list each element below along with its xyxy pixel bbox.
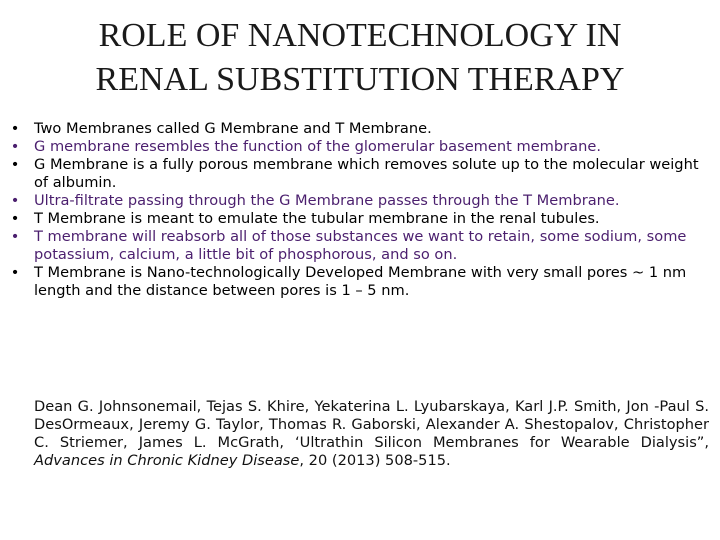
bullet-list [8, 120, 714, 300]
bullet-text: T Membrane is Nano-technologically Developed Membrane with very small pores ~ 1 nm length and the distance between pores is 1 – 5 nm. [34, 264, 687, 299]
bullet-item [8, 120, 714, 138]
bullet-icon: • [10, 138, 20, 155]
reference-citation [34, 398, 709, 470]
bullet-text: T membrane will reabsorb all of those substances we want to retain, some sodium, some potassium, calcium, a little bit of phosphorous, and so on. [34, 228, 687, 263]
bullet-icon: • [10, 192, 20, 209]
bullet-item [8, 228, 714, 264]
bullet-item [8, 138, 714, 156]
bullet-icon: • [10, 228, 20, 245]
bullet-text: G membrane resembles the function of the glomerular basement membrane. [34, 138, 601, 155]
bullet-item [8, 192, 714, 210]
reference-volume-pages: , 20 (2013) 508-515. [299, 452, 451, 469]
slide-title [0, 14, 720, 102]
reference-authors-title: Dean G. Johnsonemail, Tejas S. Khire, Yekaterina L. Lyubarskaya, Karl J.P. Smith, Jon -Paul S. DesOrmeaux, Jeremy G. Taylor, Thomas R. Gaborski, Alexander A. Shestopalov, Christopher C. Striemer, James L. McGrath, ‘Ultrathin Silicon Membranes for Wearable Dialysis”, [34, 398, 709, 451]
bullet-text: T Membrane is meant to emulate the tubular membrane in the renal tubules. [34, 210, 600, 227]
bullet-icon: • [10, 156, 20, 173]
bullet-text: Ultra-filtrate passing through the G Membrane passes through the T Membrane. [34, 192, 620, 209]
bullet-icon: • [10, 120, 20, 137]
bullet-item [8, 210, 714, 228]
title-line-2: RENAL SUBSTITUTION THERAPY [95, 61, 625, 98]
bullet-item [8, 264, 714, 300]
bullet-icon: • [10, 210, 20, 227]
bullet-item [8, 156, 714, 192]
bullet-text: G Membrane is a fully porous membrane which removes solute up to the molecular weight of albumin. [34, 156, 699, 191]
bullet-text: Two Membranes called G Membrane and T Membrane. [34, 120, 432, 137]
reference-journal: Advances in Chronic Kidney Disease [34, 452, 300, 469]
title-line-1: ROLE OF NANOTECHNOLOGY IN [98, 17, 622, 54]
bullet-icon: • [10, 264, 20, 281]
